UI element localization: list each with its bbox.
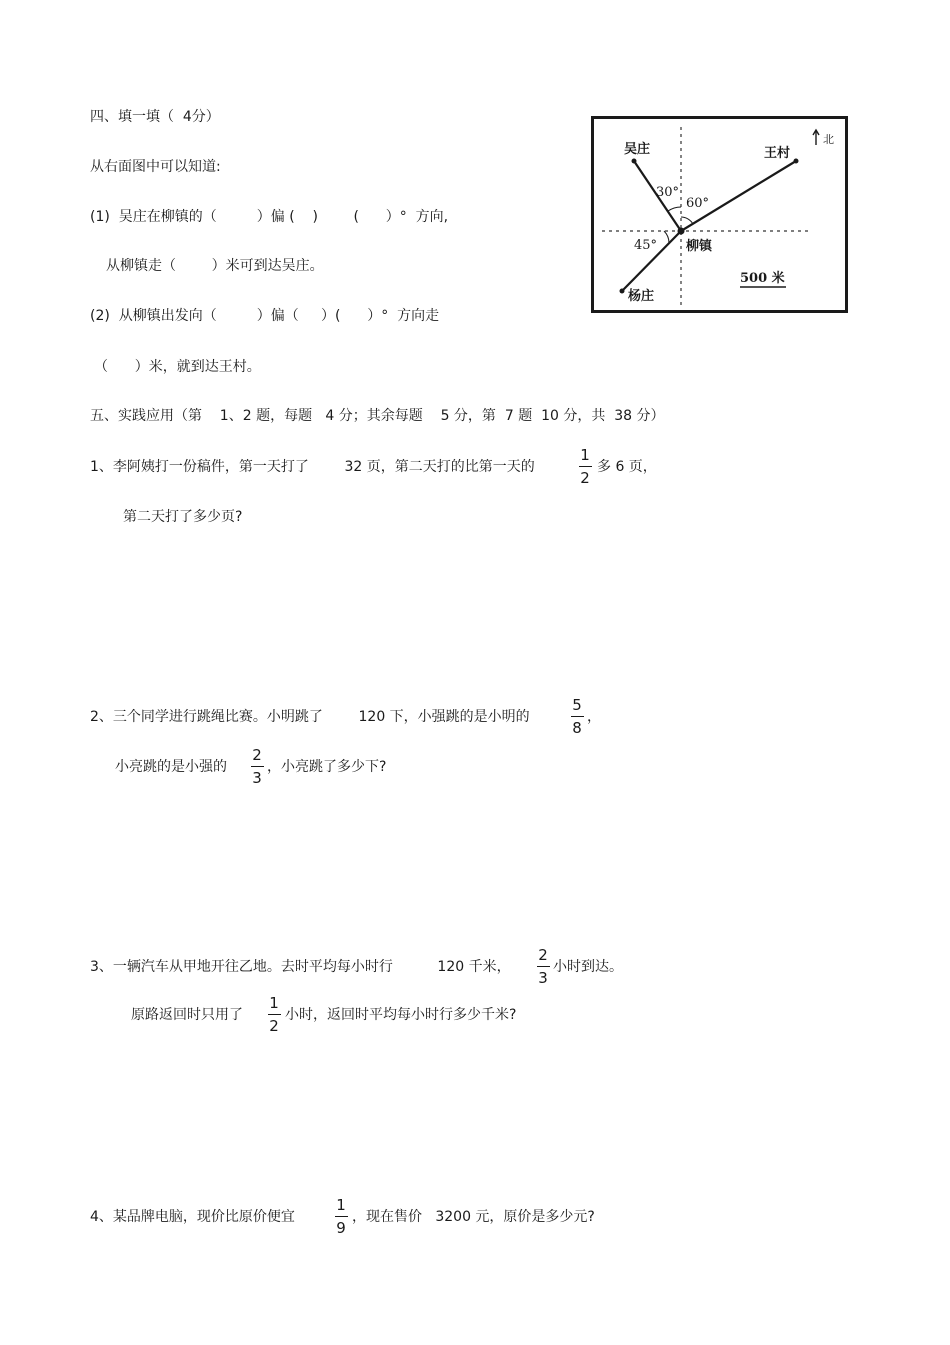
fraction-bar xyxy=(335,1216,348,1217)
fraction-numerator: 2 xyxy=(252,746,262,764)
problem-2-fraction-2 xyxy=(249,746,265,787)
problem-2-fraction-1 xyxy=(569,696,585,737)
angle-45-label: 45° xyxy=(634,238,658,253)
problem-2-line-2b: ，小亮跳了多少下? xyxy=(267,759,387,775)
angle-30-arc xyxy=(668,207,681,211)
fraction-bar xyxy=(537,966,550,967)
wangcun-point xyxy=(794,159,799,164)
fraction-denominator: 3 xyxy=(538,969,548,987)
wangcun-label: 王村 xyxy=(764,146,791,161)
fraction-numerator: 2 xyxy=(538,946,548,964)
direction-map xyxy=(591,116,848,313)
fraction-numerator: 1 xyxy=(580,446,590,464)
angle-30-label: 30° xyxy=(656,185,680,200)
fraction-bar xyxy=(268,1014,281,1015)
problem-2-line-1a: 2、三个同学进行跳绳比赛。小明跳了 120 下，小强跳的是小明的 xyxy=(90,709,530,725)
fraction-bar xyxy=(571,716,584,717)
problem-1-line-1b: 多 6 页， xyxy=(597,459,657,475)
problem-3-line-2a: 原路返回时只用了 xyxy=(131,1007,243,1023)
angle-60-arc xyxy=(681,217,693,224)
problem-4-line-1a: 4、某品牌电脑，现价比原价便宜 xyxy=(90,1209,295,1225)
question-1-line-1: (1) 吴庄在柳镇的（ ）偏 ( ) ( ）° 方向, xyxy=(90,209,449,225)
north-label: 北 xyxy=(823,133,834,146)
problem-4-line-1b: ，现在售价 3200 元，原价是多少元? xyxy=(352,1209,595,1225)
scale-label: 500 米 xyxy=(740,271,785,286)
fraction-bar xyxy=(251,766,264,767)
fraction-denominator: 9 xyxy=(336,1219,346,1237)
fraction-denominator: 8 xyxy=(572,719,582,737)
problem-3-line-2b: 小时，返回时平均每小时行多少千米? xyxy=(285,1007,517,1023)
fraction-numerator: 5 xyxy=(572,696,582,714)
yangzhuang-label: 杨庄 xyxy=(628,289,655,304)
fraction-numerator: 1 xyxy=(269,994,279,1012)
fraction-denominator: 3 xyxy=(252,769,262,787)
problem-3-line-1a: 3、一辆汽车从甲地开往乙地。去时平均每小时行 120 千米， xyxy=(90,959,511,975)
question-2-line-1: (2) 从柳镇出发向（ ）偏（ ）( ）° 方向走 xyxy=(90,308,440,324)
problem-3-line-1b: 小时到达。 xyxy=(553,959,623,975)
section4-intro: 从右面图中可以知道: xyxy=(90,159,221,175)
liuzhen-point xyxy=(678,228,685,235)
wuzhuang-label: 吴庄 xyxy=(624,142,651,157)
problem-1-fraction xyxy=(577,446,593,487)
problem-1-line-1a: 1、李阿姨打一份稿件，第一天打了 32 页，第二天打的比第一天的 xyxy=(90,459,535,475)
problem-3-fraction-1 xyxy=(535,946,551,987)
problem-4-fraction xyxy=(333,1196,349,1237)
fraction-numerator: 1 xyxy=(336,1196,346,1214)
fraction-denominator: 2 xyxy=(269,1017,279,1035)
fraction-denominator: 2 xyxy=(580,469,590,487)
section4-heading: 四、填一填（ 4分） xyxy=(90,109,220,125)
problem-2-line-2a: 小亮跳的是小强的 xyxy=(115,759,227,775)
yangzhuang-point xyxy=(620,289,625,294)
fraction-bar xyxy=(579,466,592,467)
wuzhuang-point xyxy=(632,159,637,164)
section5-heading: 五、实践应用（第 1、2 题，每题 4 分；其余每题 5 分，第 7 题 10 分，共 38 分） xyxy=(90,408,665,424)
direction-map-drawing xyxy=(594,119,845,310)
question-2-line-2: （ ）米，就到达王村。 xyxy=(94,359,261,375)
angle-45-arc xyxy=(664,231,669,243)
angle-60-label: 60° xyxy=(686,196,710,211)
problem-1-line-2: 第二天打了多少页? xyxy=(123,509,243,525)
problem-2-line-1b: ， xyxy=(587,709,601,725)
problem-3-fraction-2 xyxy=(266,994,282,1035)
liuzhen-label: 柳镇 xyxy=(686,239,713,254)
question-1-line-2: 从柳镇走（ ）米可到达吴庄。 xyxy=(106,258,324,274)
